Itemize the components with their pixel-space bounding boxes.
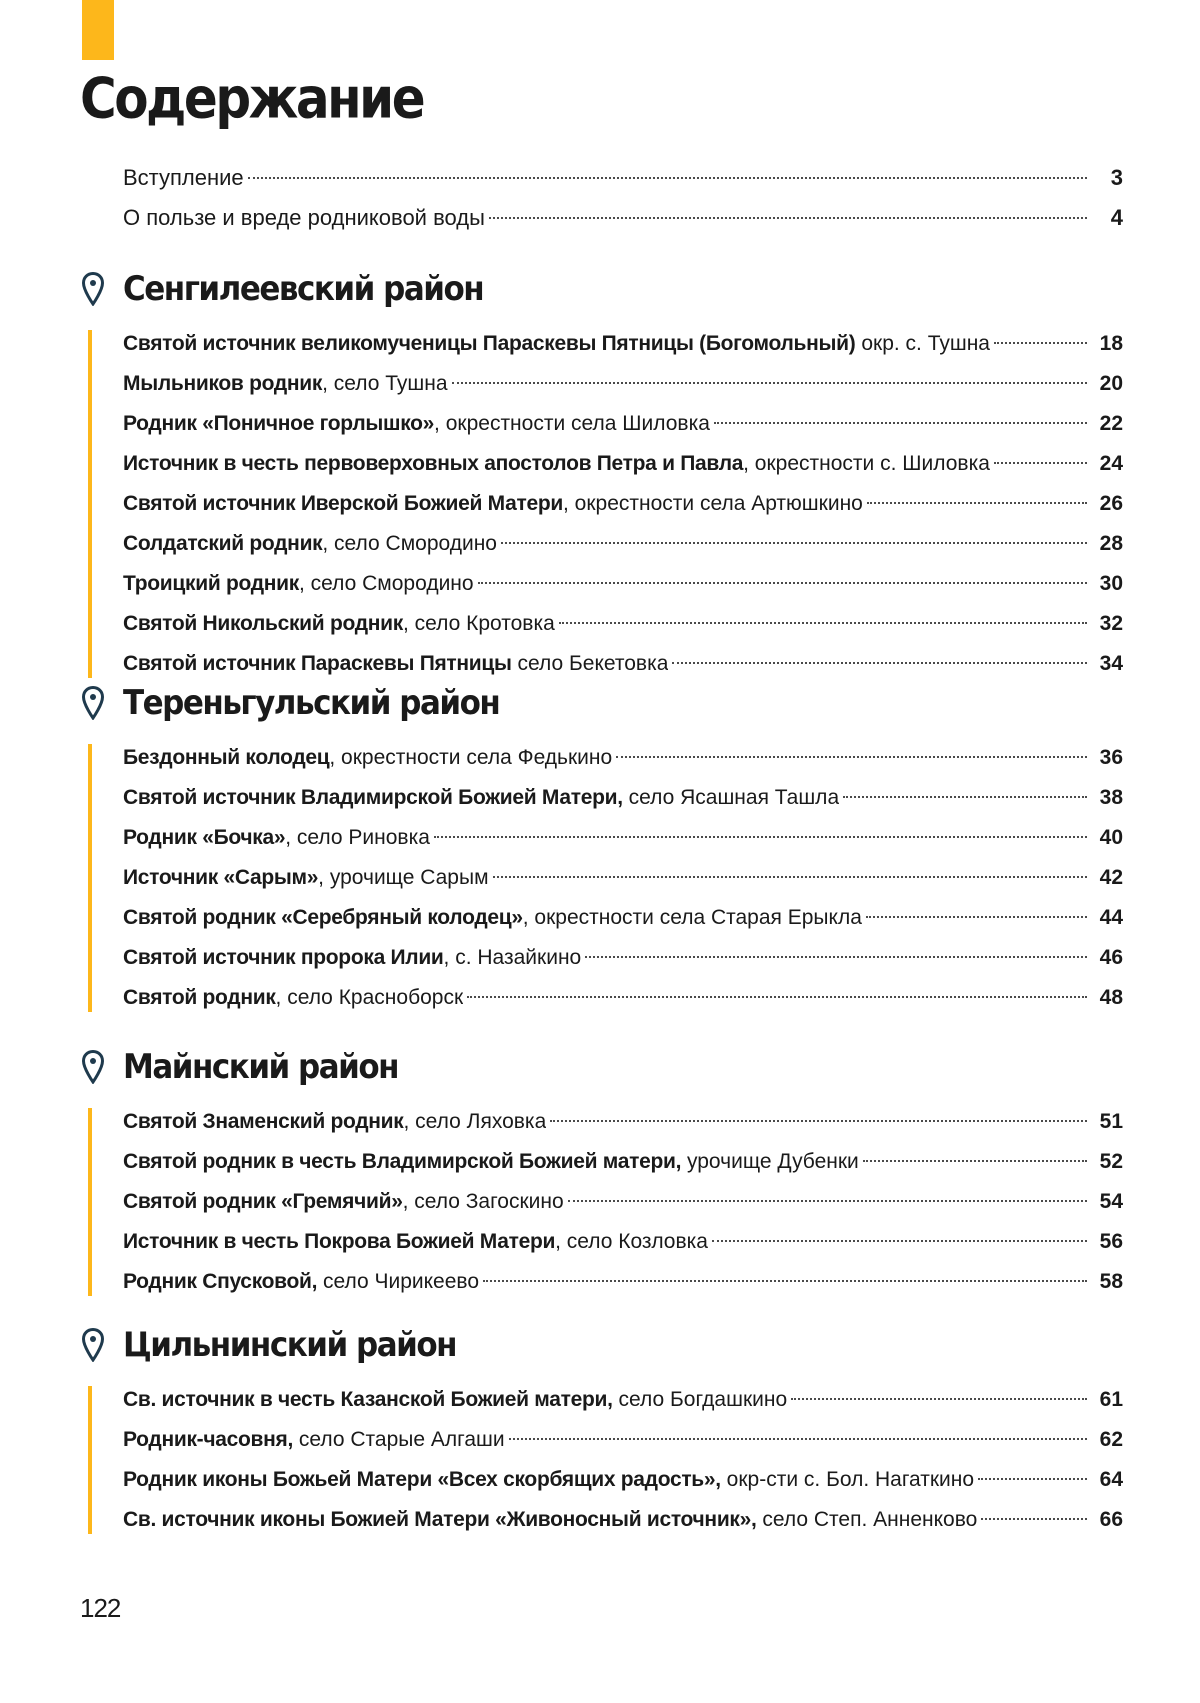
toc-entry[interactable]	[123, 444, 1123, 484]
toc-entry[interactable]	[123, 524, 1123, 564]
section-title: Тереньгульский район	[123, 683, 500, 723]
toc-entry[interactable]	[123, 158, 1123, 198]
entry-location: , окрестности села Федькино	[329, 746, 613, 769]
entry-title: Св. источник иконы Божией Матери «Живоносный источник»,	[123, 1508, 757, 1531]
entry-title: Родник «Бочка»	[123, 826, 286, 849]
entry-text	[123, 1262, 479, 1302]
page-number: 3	[1110, 165, 1123, 190]
entry-text	[123, 898, 862, 938]
entry-title: Солдатский родник	[123, 532, 323, 555]
entry-location: село Богдашкино	[612, 1388, 788, 1411]
dot-leader	[791, 1398, 1087, 1400]
section-title: Цильнинский район	[123, 1325, 457, 1365]
map-pin-icon	[82, 272, 104, 306]
entry-title: Святой Знаменский родник	[123, 1110, 404, 1133]
entry-title: Святой родник «Серебряный колодец»	[123, 906, 523, 929]
entry-location: , село Риновка	[285, 826, 430, 849]
entry-title: Источник «Сарым»	[123, 866, 319, 889]
dot-leader	[994, 342, 1087, 344]
accent-tab	[82, 0, 114, 60]
entry-text	[123, 978, 463, 1018]
toc-entry[interactable]	[123, 1222, 1123, 1262]
entry-title: Святой родник «Гремячий»	[123, 1190, 403, 1213]
entry-location: село Ясашная Ташла	[622, 786, 840, 809]
toc-entry[interactable]	[123, 364, 1123, 404]
page-number: 52	[1099, 1150, 1123, 1173]
entry-title: Родник Спусковой,	[123, 1270, 318, 1293]
entry-title: Святой источник пророка Илии	[123, 946, 444, 969]
dot-leader	[843, 796, 1087, 798]
toc-entry[interactable]	[123, 1142, 1123, 1182]
dot-leader	[585, 956, 1087, 958]
entry-text: О пользе и вреде родниковой воды	[123, 205, 485, 230]
page-number: 66	[1099, 1508, 1123, 1531]
section-entry-list	[82, 738, 1123, 1018]
entry-title: Святой источник Владимирской Божией Матери,	[123, 786, 623, 809]
toc-entry[interactable]	[123, 778, 1123, 818]
toc-entry[interactable]	[123, 1460, 1123, 1500]
page-number: 40	[1099, 826, 1123, 849]
section-title: Майнский район	[123, 1047, 399, 1087]
section-header	[82, 1322, 1123, 1368]
toc-entry[interactable]	[123, 484, 1123, 524]
section-bar	[88, 744, 92, 1012]
entry-text	[123, 738, 612, 778]
entry-location: , окрестности села Артюшкино	[562, 492, 863, 515]
entry-location: , село Ляховка	[403, 1110, 547, 1133]
entry-location: село Степ. Анненково	[756, 1508, 978, 1531]
page-number: 46	[1099, 946, 1123, 969]
entry-text	[123, 818, 430, 858]
page-number: 51	[1099, 1110, 1123, 1133]
toc-entry[interactable]	[123, 858, 1123, 898]
page-number: 38	[1099, 786, 1123, 809]
dot-leader	[452, 382, 1087, 384]
page-number: 22	[1099, 412, 1123, 435]
toc-entry[interactable]	[123, 1102, 1123, 1142]
entry-text	[123, 1460, 974, 1500]
dot-leader	[866, 916, 1087, 918]
page-number: 62	[1099, 1428, 1123, 1451]
dot-leader	[467, 996, 1087, 998]
entry-location: , окрестности села Шиловка	[434, 412, 710, 435]
entry-title: Троицкий родник	[123, 572, 299, 595]
entry-text	[123, 564, 474, 604]
page-number: 44	[1099, 906, 1123, 929]
toc-entry[interactable]	[123, 818, 1123, 858]
page-number: 4	[1110, 205, 1123, 230]
entry-location: урочище Дубенки	[681, 1150, 859, 1173]
entry-location: село Чирикеево	[317, 1270, 479, 1293]
page-number: 58	[1099, 1270, 1123, 1293]
entry-text	[123, 778, 839, 818]
entry-text	[123, 938, 581, 978]
entry-text	[123, 644, 668, 684]
toc-entry[interactable]	[123, 324, 1123, 364]
entry-text	[123, 364, 448, 404]
entry-location: , село Загоскино	[402, 1190, 564, 1213]
dot-leader	[248, 177, 1087, 179]
dot-leader	[568, 1200, 1087, 1202]
entry-text	[123, 1142, 859, 1182]
section-mainsky	[82, 1044, 1123, 1302]
page-number: 36	[1099, 746, 1123, 769]
entry-text	[123, 858, 489, 898]
section-bar	[88, 1386, 92, 1534]
toc-entry[interactable]	[123, 644, 1123, 684]
section-bar	[88, 330, 92, 678]
toc-entry[interactable]	[123, 898, 1123, 938]
section-header	[82, 680, 1123, 726]
dot-leader	[978, 1478, 1087, 1480]
entry-location: окр. с. Тушна	[855, 332, 990, 355]
dot-leader	[501, 542, 1087, 544]
toc-entry[interactable]	[123, 1380, 1123, 1420]
entry-text	[123, 1222, 708, 1262]
toc-entry[interactable]	[123, 738, 1123, 778]
entry-location: , с. Назайкино	[443, 946, 582, 969]
dot-leader	[981, 1518, 1087, 1520]
page-number: 18	[1099, 332, 1123, 355]
dot-leader	[712, 1240, 1087, 1242]
toc-entry[interactable]	[123, 198, 1123, 238]
section-tsilninsky	[82, 1322, 1123, 1540]
entry-title: Святой источник Параскевы Пятницы	[123, 652, 512, 675]
entry-location: , урочище Сарым	[318, 866, 489, 889]
map-pin-icon	[82, 1328, 104, 1362]
page-number: 26	[1099, 492, 1123, 515]
entry-title: Святой Никольский родник	[123, 612, 403, 635]
dot-leader	[994, 462, 1087, 464]
entry-location: село Бекетовка	[511, 652, 669, 675]
dot-leader	[489, 217, 1087, 219]
dot-leader	[616, 756, 1087, 758]
page-number: 24	[1099, 452, 1123, 475]
entry-location: , село Тушна	[322, 372, 448, 395]
entry-text	[123, 484, 863, 524]
entry-text	[123, 604, 555, 644]
toc-entry[interactable]	[123, 938, 1123, 978]
section-sengileevsky	[82, 266, 1123, 684]
page-number-footer: 122	[80, 1593, 121, 1623]
entry-location: , окрестности села Старая Ерыкла	[522, 906, 862, 929]
entry-title: Источник в честь Покрова Божией Матери	[123, 1230, 556, 1253]
toc-entry[interactable]	[123, 564, 1123, 604]
section-entry-list	[82, 324, 1123, 684]
section-entry-list	[82, 1102, 1123, 1302]
intro-list	[123, 158, 1123, 238]
section-terengulsky	[82, 680, 1123, 1018]
entry-title: Источник в честь первоверховных апостолов Петра и Павла	[123, 452, 744, 475]
entry-title: Святой источник Иверской Божией Матери	[123, 492, 563, 515]
page-number: 56	[1099, 1230, 1123, 1253]
dot-leader	[483, 1280, 1087, 1282]
dot-leader	[493, 876, 1087, 878]
toc-entry[interactable]	[123, 604, 1123, 644]
entry-location: , село Кротовка	[402, 612, 555, 635]
entry-title: Святой родник в честь Владимирской Божией матери,	[123, 1150, 682, 1173]
entry-location: , окрестности с. Шиловка	[743, 452, 990, 475]
entry-title: Святой родник	[123, 986, 276, 1009]
toc-entry[interactable]	[123, 1182, 1123, 1222]
entry-text	[123, 404, 710, 444]
page-number: 32	[1099, 612, 1123, 635]
toc-entry[interactable]	[123, 1420, 1123, 1460]
dot-leader	[550, 1120, 1087, 1122]
entry-title: Родник «Поничное горлышко»	[123, 412, 435, 435]
page-number: 64	[1099, 1468, 1123, 1491]
entry-text	[123, 1102, 546, 1142]
section-entry-list	[82, 1380, 1123, 1540]
section-title: Сенгилеевский район	[123, 269, 484, 309]
dot-leader	[478, 582, 1087, 584]
page-number: 42	[1099, 866, 1123, 889]
toc-entry[interactable]	[123, 978, 1123, 1018]
entry-title: Святой источник великомученицы Параскевы Пятницы (Богомольный)	[123, 332, 856, 355]
page-number: 34	[1099, 652, 1123, 675]
page-title: Содержание	[80, 66, 424, 131]
entry-location: , село Красноборск	[275, 986, 464, 1009]
entry-text: Вступление	[123, 165, 244, 190]
entry-text	[123, 1500, 977, 1540]
page-number: 30	[1099, 572, 1123, 595]
entry-title: Св. источник в честь Казанской Божией матери,	[123, 1388, 613, 1411]
entry-text	[123, 1182, 564, 1222]
dot-leader	[509, 1438, 1087, 1440]
entry-title: Бездонный колодец	[123, 746, 330, 769]
entry-text	[123, 524, 497, 564]
entry-text	[123, 1380, 787, 1420]
dot-leader	[559, 622, 1087, 624]
section-header	[82, 1044, 1123, 1090]
entry-location: , село Смородино	[322, 532, 497, 555]
entry-title: Мыльников родник	[123, 372, 323, 395]
page-number: 48	[1099, 986, 1123, 1009]
dot-leader	[863, 1160, 1087, 1162]
page-number: 20	[1099, 372, 1123, 395]
map-pin-icon	[82, 1050, 104, 1084]
toc-entry[interactable]	[123, 404, 1123, 444]
dot-leader	[672, 662, 1087, 664]
entry-location: , село Смородино	[298, 572, 474, 595]
page-number: 54	[1099, 1190, 1123, 1213]
entry-location: село Старые Алгаши	[293, 1428, 505, 1451]
entry-text	[123, 324, 990, 364]
entry-title: Родник иконы Божьей Матери «Всех скорбящих радость»,	[123, 1468, 721, 1491]
dot-leader	[867, 502, 1087, 504]
entry-title: Родник-часовня,	[123, 1428, 294, 1451]
toc-entry[interactable]	[123, 1262, 1123, 1302]
map-pin-icon	[82, 686, 104, 720]
entry-text	[123, 444, 990, 484]
dot-leader	[714, 422, 1087, 424]
page-number: 28	[1099, 532, 1123, 555]
section-header	[82, 266, 1123, 312]
entry-location: , село Козловка	[555, 1230, 708, 1253]
page-number: 61	[1099, 1388, 1123, 1411]
entry-text	[123, 1420, 505, 1460]
entry-location: окр-сти с. Бол. Нагаткино	[720, 1468, 975, 1491]
dot-leader	[434, 836, 1087, 838]
toc-entry[interactable]	[123, 1500, 1123, 1540]
section-bar	[88, 1108, 92, 1296]
